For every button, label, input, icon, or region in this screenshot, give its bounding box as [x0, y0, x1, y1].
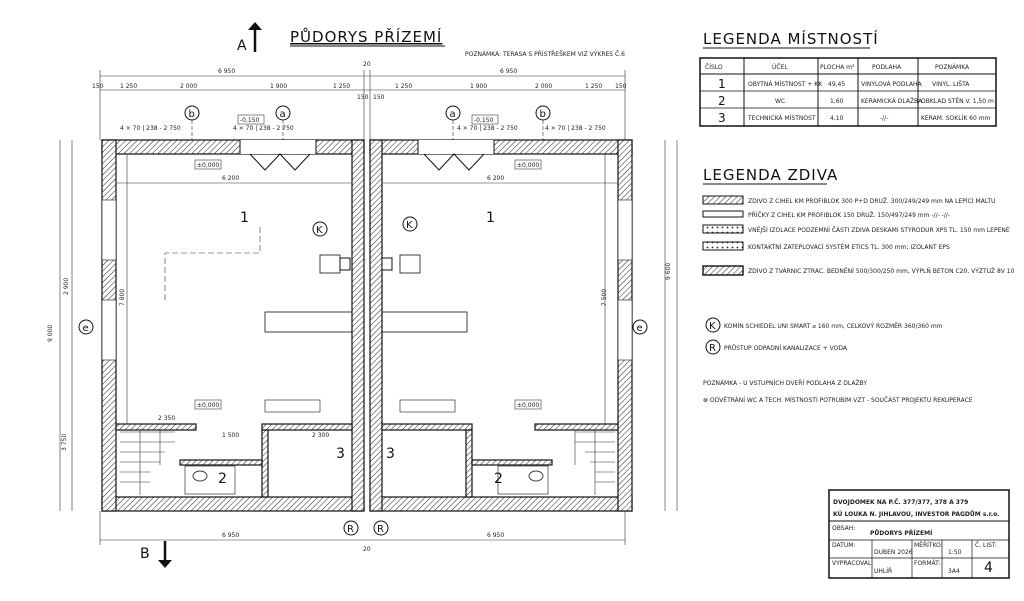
inner-dim: 7 800 [119, 288, 126, 306]
dim-top-left: 6 950 [218, 68, 236, 75]
inner-dim: 6 200 [222, 175, 240, 182]
room-legend-header: PLOCHA m² [820, 64, 855, 71]
room-legend-title: LEGENDA MÍSTNOSTÍ [703, 30, 879, 48]
title-block-label: MĚŘÍTKO: [914, 542, 943, 549]
dim-detail: 1 250 [585, 83, 603, 90]
room-number: 3 [386, 446, 395, 462]
dim-detail: 150 [92, 83, 104, 90]
section-mark-b [140, 541, 172, 568]
dim-detail: 150 [357, 94, 369, 101]
title-block-drawing: PŮDORYS PŘÍZEMÍ [870, 530, 933, 537]
room-number: 2 [494, 471, 503, 487]
dim-detail: 1 250 [395, 83, 413, 90]
lintel-label: 4 × 70 | 238 - 2 750 [120, 125, 181, 132]
dim-detail: 1 250 [120, 83, 138, 90]
title-block-format: 3A4 [948, 568, 960, 575]
dim-side: 3 750 [61, 433, 68, 451]
room-legend-header: ÚČEL [772, 64, 788, 71]
wall-legend [703, 166, 1015, 275]
symbol-legend [706, 318, 943, 354]
level-mark: ±0,000 [517, 402, 540, 409]
wall-legend-title: LEGENDA ZDIVA [703, 166, 839, 184]
title-block-label: OBSAH: [832, 525, 856, 532]
partitions [116, 225, 618, 497]
wall-swatch-brick300 [703, 196, 743, 204]
room-legend [700, 29, 996, 126]
title-block-label: VYPRACOVAL: [832, 560, 874, 567]
dim-detail: 150 [373, 94, 385, 101]
plan-note: POZNÁMKA: TERASA S PŘÍSTŘEŠKEM VIZ VÝKRES Č.6 [465, 51, 625, 58]
exterior-walls [102, 140, 632, 511]
dim-detail: 1 250 [333, 83, 351, 90]
symbol-text: KOMÍN SCHIEDEL UNI SMART ⌀ 160 mm, CELKOVÝ ROZMĚR 360/360 mm [724, 323, 943, 330]
level-marks [195, 115, 541, 409]
dim-top-right: 6 950 [500, 68, 518, 75]
dim-detail: 1 900 [270, 83, 288, 90]
inner-dim: 7 500 [601, 288, 608, 306]
inner-dim: 2 300 [312, 432, 330, 439]
inner-dimensions [116, 154, 618, 439]
symbol-mark: K [709, 321, 716, 332]
room-legend-cell: VINYL. LIŠTA [932, 81, 970, 88]
wall-legend-item: PŘÍČKY Z CIHEL KM PROFIBLOK 150 DRUŽ. 150/497/249 mm -//- -//- [748, 212, 951, 219]
wall-legend-item: ZDIVO Z TVÁRNIC ZTRAC. BEDNĚNÍ 500/300/250 mm, VÝPLŇ BETON C20, VÝZTUŽ 8V 10 [748, 268, 1015, 275]
section-label-b: B [140, 546, 150, 562]
wall-swatch-etics [703, 242, 743, 250]
dim-top-mid: 20 [363, 61, 371, 68]
room-legend-cell: KERAM. SOKLÍK 60 mm [921, 115, 991, 122]
title-block-sheet: 4 [984, 560, 993, 576]
section-mark-a [237, 22, 262, 54]
dim-detail: 2 000 [535, 83, 553, 90]
room-number: 1 [240, 210, 249, 226]
bottom-dimensions [100, 511, 625, 553]
room-legend-cell: KERAMICKÁ DLAŽBA [861, 98, 923, 105]
axis-label: e [636, 323, 643, 334]
room-legend-cell: 3 [718, 111, 726, 125]
room-legend-cell: 4,10 [830, 115, 844, 122]
dim-bottom: 6 950 [487, 532, 505, 539]
wall-swatch-brick150 [703, 211, 743, 217]
title-block-author: UHLÍŘ [874, 568, 893, 575]
title-block-date: DUBEN 2026 [874, 549, 913, 556]
level-mark: -0,150 [240, 117, 260, 124]
chimney-mark: K [406, 220, 413, 231]
room-legend-header: PODLAHA [872, 64, 902, 71]
dim-detail: 1 900 [470, 83, 488, 90]
inner-dim: 6 200 [487, 175, 505, 182]
wall-legend-item: ZDIVO Z CIHEL KM PROFIBLOK 300 P+D DRUŽ. 300/249/249 mm NA LEPÍCÍ MALTU [748, 198, 996, 205]
inner-dim: 2 350 [158, 415, 176, 422]
axis-label: a [279, 109, 286, 120]
level-mark: ±0,000 [517, 162, 540, 169]
lintel-label: 4 × 70 | 238 - 2 750 [233, 125, 294, 132]
level-mark: -0,150 [474, 117, 494, 124]
section-label-a: A [237, 38, 247, 54]
wall-legend-item: VNĚJŠÍ IZOLACE PODZEMNÍ ČÁSTI ZDIVA DESKAMI STYRODUR XPS TL. 150 mm LEPENÉ [748, 227, 1010, 234]
room-legend-cell: -//- [880, 115, 889, 122]
dim-side: 2 900 [63, 277, 70, 295]
level-mark: ±0,000 [197, 402, 220, 409]
room-number: 2 [218, 471, 227, 487]
room-legend-cell: 1 [718, 77, 726, 91]
dim-detail: 150 [615, 83, 627, 90]
symbol-mark: R [709, 343, 716, 354]
title-block-project: DVOJDOMEK NA P.Č. 377/377, 378 A 379 [833, 499, 969, 506]
inner-dim: 1 500 [222, 432, 240, 439]
title-block-label: DATUM: [832, 542, 856, 549]
axis-label: e [82, 323, 89, 334]
axis-label: b [539, 109, 546, 120]
title-block-label: Č. LIST: [975, 542, 997, 549]
plan-title: PŮDORYS PŘÍZEMÍ [290, 28, 443, 46]
wall-swatch-formwork [703, 266, 743, 275]
note-floor: POZNÁMKA - U VSTUPNÍCH DVEŘÍ PODLAHA Z DLAŽBY [703, 380, 867, 387]
room-legend-cell: TECHNICKÁ MÍSTNOST [748, 115, 816, 122]
title-block-label: FORMÁT: [914, 560, 941, 567]
lintel-label: 4 × 70 | 238 - 2 750 [545, 125, 606, 132]
dim-bottom: 6 950 [222, 532, 240, 539]
dim-side: 9 600 [665, 262, 672, 280]
title-block-scale: 1:50 [948, 549, 962, 556]
note-ventilation: ⊗ ODVĚTRÁNÍ WC A TECH. MÍSTNOSTI POTRUBÍM VZT - SOUČÁST PROJEKTU REKUPERACE [703, 397, 973, 404]
room-legend-cell: OBYTNÁ MÍSTNOST + KK [748, 81, 823, 88]
lintel-label: 4 × 70 | 238 - 2 750 [457, 125, 518, 132]
title-block-location: KÚ LOUKA N. JIHLAVOU, INVESTOR PAGDŮM s.r.o. [833, 511, 1000, 518]
room-legend-header: POZNÁMKA [935, 64, 970, 71]
room-legend-header: ČÍSLO [705, 64, 723, 71]
room-legend-cell: 2 [718, 94, 726, 108]
room-legend-cell: WC [775, 98, 786, 105]
riser-mark: R [347, 524, 354, 535]
room-number: 1 [486, 210, 495, 226]
room-legend-cell: 49,45 [828, 81, 846, 88]
room-number: 3 [336, 446, 345, 462]
dim-bottom: 20 [363, 546, 371, 553]
level-mark: ±0,000 [197, 162, 220, 169]
axis-label: b [188, 109, 195, 120]
riser-mark: R [377, 524, 384, 535]
wall-swatch-xps [703, 225, 743, 233]
chimney-mark: K [316, 225, 323, 236]
room-legend-cell: 1,60 [830, 98, 844, 105]
title-block [829, 490, 1009, 578]
axis-label: a [449, 109, 456, 120]
room-legend-cell: OBKLAD STĚN V. 1,50 m [921, 98, 994, 105]
symbol-text: PRŮSTUP ODPADNÍ KANALIZACE + VODA [724, 345, 847, 352]
wall-legend-item: KONTAKTNÍ ZATEPLOVACÍ SYSTÉM ETICS TL. 300 mm; IZOLANT EPS [748, 244, 950, 251]
dim-detail: 2 000 [180, 83, 198, 90]
dim-side: 9 000 [47, 324, 54, 342]
room-legend-cell: VINYLOVÁ PODLAHA [861, 81, 922, 88]
